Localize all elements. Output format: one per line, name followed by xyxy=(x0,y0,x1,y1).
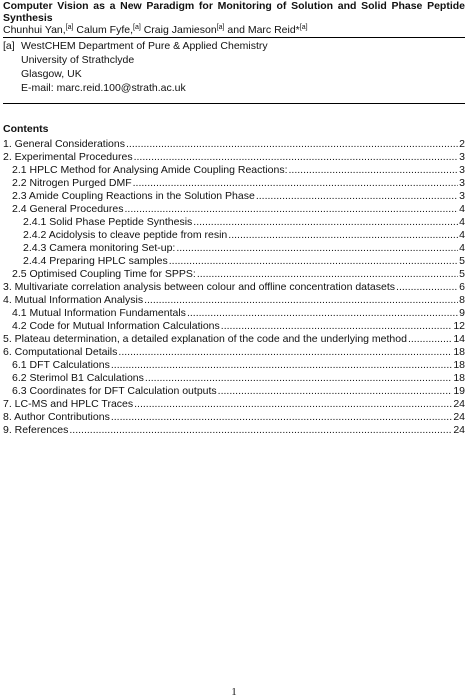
toc-entry[interactable]: 9. References ..... 24 xyxy=(3,424,465,436)
toc-leader xyxy=(228,229,458,241)
toc-page-number: 4 xyxy=(459,242,465,254)
author-name: and Marc Reid* xyxy=(227,24,300,36)
page-number: 1 xyxy=(231,686,237,698)
toc-leader xyxy=(134,398,452,410)
toc-leader xyxy=(69,424,452,436)
toc-leader xyxy=(111,359,452,371)
author-name: Chunhui Yan, xyxy=(3,24,66,36)
toc-page-number: 4 xyxy=(459,203,465,215)
toc-leader xyxy=(289,164,459,176)
toc-page-number: 24 xyxy=(453,424,465,436)
affiliation-line: University of Strathclyde xyxy=(21,54,135,66)
toc-leader xyxy=(126,138,458,150)
toc-leader xyxy=(118,346,452,358)
toc-entry[interactable]: 2.1 HPLC Method for Analysing Amide Coupling Reactions: ..... 3 xyxy=(12,164,465,176)
toc-entry[interactable]: 4.1 Mutual Information Fundamentals ..... 9 xyxy=(12,307,465,319)
toc-page-number: 24 xyxy=(453,411,465,423)
toc-leader xyxy=(396,281,458,293)
toc-entry[interactable]: 6.1 DFT Calculations ..... 18 xyxy=(12,359,465,371)
toc-entry[interactable]: 2.3 Amide Coupling Reactions in the Solution Phase ..... 3 xyxy=(12,190,465,202)
toc-page-number: 3 xyxy=(459,151,465,163)
toc-entry[interactable]: 2.4.1 Solid Phase Peptide Synthesis ..... 4 xyxy=(23,216,465,228)
toc-leader xyxy=(218,385,453,397)
toc-leader xyxy=(133,177,459,189)
toc-leader xyxy=(144,294,458,306)
author-line xyxy=(3,24,465,36)
toc-leader xyxy=(176,242,458,254)
toc-entry[interactable]: 2.4.2 Acidolysis to cleave peptide from resin ..... 4 xyxy=(23,229,465,241)
contents-heading: Contents xyxy=(3,123,49,135)
toc-leader xyxy=(193,216,458,228)
toc-leader xyxy=(197,268,458,280)
toc-page-number: 3 xyxy=(459,190,465,202)
toc-leader xyxy=(408,333,452,345)
toc-entry[interactable]: 1. General Considerations ..... 2 xyxy=(3,138,465,150)
author-affiliation-mark: [a] xyxy=(133,24,141,31)
affiliation-tag: [a] xyxy=(3,40,15,52)
toc-page-number: 3 xyxy=(459,177,465,189)
toc-leader xyxy=(256,190,458,202)
toc-entry[interactable]: 6.2 Sterimol B1 Calculations ..... 18 xyxy=(12,372,465,384)
toc-page-number: 2 xyxy=(459,138,465,150)
author-affiliation-mark: [a] xyxy=(216,24,225,31)
toc-entry[interactable]: 2.4.4 Preparing HPLC samples ..... 5 xyxy=(23,255,465,267)
toc-leader xyxy=(169,255,458,267)
toc-page-number: 18 xyxy=(453,372,465,384)
affiliation-line: Glasgow, UK xyxy=(21,68,82,80)
toc-entry[interactable]: 3. Multivariate correlation analysis between colour and offline concentration datasets ..... 6 xyxy=(3,281,465,293)
toc-entry[interactable]: 2.5 Optimised Coupling Time for SPPS: ..... 5 xyxy=(12,268,465,280)
header-rule-top xyxy=(3,37,465,38)
toc-page-number: 6 xyxy=(459,281,465,293)
toc-page-number: 19 xyxy=(453,385,465,397)
toc-entry[interactable]: 8. Author Contributions ..... 24 xyxy=(3,411,465,423)
affiliation-line: WestCHEM Department of Pure & Applied Chemistry xyxy=(21,40,268,52)
toc-leader xyxy=(134,151,459,163)
toc-entry[interactable]: 4.2 Code for Mutual Information Calculations ..... 12 xyxy=(12,320,465,332)
toc-entry[interactable]: 2.4.3 Camera monitoring Set-up: ..... 4 xyxy=(23,242,465,254)
header-rule-bottom xyxy=(3,103,465,104)
toc-page-number: 3 xyxy=(459,164,465,176)
toc-page-number: 14 xyxy=(453,333,465,345)
toc-page-number: 5 xyxy=(459,268,465,280)
toc-page-number: 4 xyxy=(459,229,465,241)
toc-page-number: 4 xyxy=(459,216,465,228)
affiliation-email: E-mail: marc.reid.100@strath.ac.uk xyxy=(21,82,186,94)
toc-entry[interactable]: 2.2 Nitrogen Purged DMF ..... 3 xyxy=(12,177,465,189)
toc-page-number: 12 xyxy=(453,320,465,332)
author-name: Craig Jamieson xyxy=(143,24,217,36)
toc-leader xyxy=(145,372,452,384)
toc-leader xyxy=(124,203,458,215)
toc-leader xyxy=(221,320,453,332)
toc-page-number: 9 xyxy=(459,307,465,319)
toc-page-number: 8 xyxy=(459,294,465,306)
toc-page-number: 24 xyxy=(453,398,465,410)
author-affiliation-mark: [a] xyxy=(65,24,74,31)
toc-page-number: 18 xyxy=(453,359,465,371)
paper-title: Computer Vision as a New Paradigm for Monitoring of Solution and Solid Phase Peptide Synthesis xyxy=(3,0,465,24)
toc-entry[interactable]: 6. Computational Details ..... 18 xyxy=(3,346,465,358)
toc-leader xyxy=(111,411,452,423)
toc-page-number: 5 xyxy=(459,255,465,267)
toc-entry[interactable]: 4. Mutual Information Analysis ..... 8 xyxy=(3,294,465,306)
toc-entry[interactable]: 2.4 General Procedures ..... 4 xyxy=(12,203,465,215)
toc-entry[interactable]: 5. Plateau determination, a detailed explanation of the code and the underlying method ..... 14 xyxy=(3,333,465,345)
toc-page-number: 18 xyxy=(453,346,465,358)
toc-entry[interactable]: 6.3 Coordinates for DFT Calculation outputs ..... 19 xyxy=(12,385,465,397)
author-affiliation-mark: [a] xyxy=(299,24,308,31)
toc-leader xyxy=(187,307,458,319)
toc-entry[interactable]: 7. LC-MS and HPLC Traces ..... 24 xyxy=(3,398,465,410)
author-name: Calum Fyfe, xyxy=(76,24,133,36)
toc-entry[interactable]: 2. Experimental Procedures ..... 3 xyxy=(3,151,465,163)
